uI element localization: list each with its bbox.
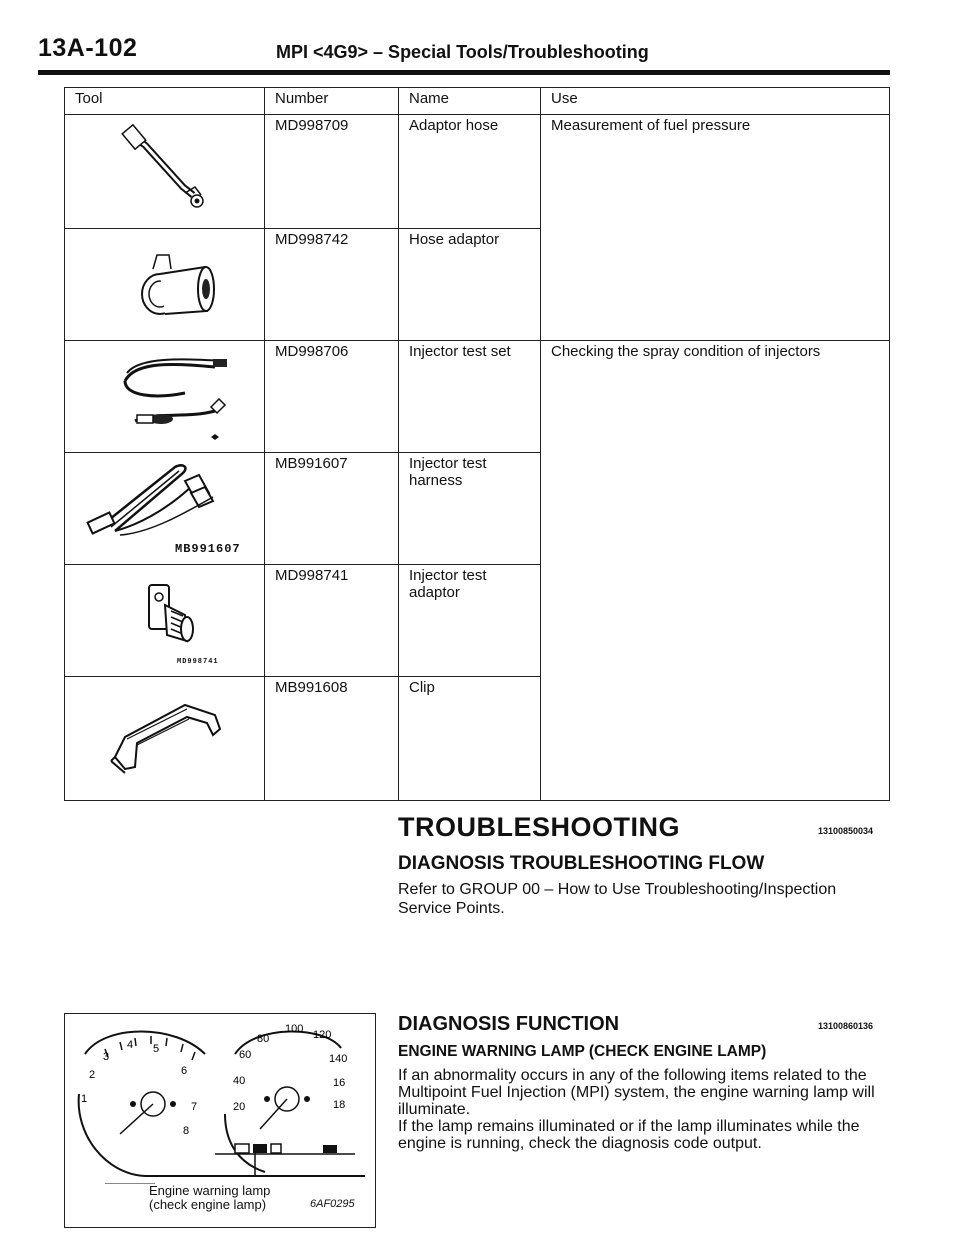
tach-number: 8 [183,1125,190,1137]
tool-image-cell [65,565,265,677]
speed-number: 100 [285,1023,304,1035]
instrument-cluster-icon [65,1014,375,1184]
hose-adaptor-icon [65,229,265,339]
tool-name: Injector test harness [399,453,541,565]
column-header-tool: Tool [65,88,265,115]
paragraph: If an abnormality occurs in any of the following items related to the Multipoint Fuel Injection (MPI) system, the engine warning lamp will illuminate. [398,1067,875,1118]
figure-caption-line-2: (check engine lamp) [149,1197,267,1212]
tool-name: Adaptor hose [399,115,541,229]
table-row [65,115,890,229]
tach-number: 5 [153,1043,160,1055]
tool-image-cell [65,453,265,565]
injector-test-adaptor-icon [65,565,265,675]
page-heading: MPI <4G9> – Special Tools/Troubleshooting [276,42,649,62]
speed-number: 140 [329,1053,348,1065]
tach-number: 3 [103,1051,110,1063]
tool-name: Hose adaptor [399,229,541,341]
tool-image-cell [65,115,265,229]
page-number: 13A-102 [38,34,138,62]
tool-name: Clip [399,677,541,801]
tach-number: 2 [89,1069,96,1081]
tach-number: 6 [181,1065,188,1077]
speed-number: 18 [333,1099,346,1111]
tool-number: MD998706 [265,341,399,453]
clip-icon [65,677,265,787]
adaptor-hose-icon [65,115,265,227]
tool-number: MD998742 [265,229,399,341]
troubleshooting-title: TROUBLESHOOTING [398,812,680,842]
tach-number: 4 [127,1039,134,1051]
tool-image-cell [65,677,265,801]
figure-caption-line-1: Engine warning lamp [149,1183,271,1198]
paragraph: If the lamp remains illuminated or if the lamp illuminates while the engine is running, check the diagnosis code output. [398,1118,860,1152]
tach-number: 1 [81,1093,88,1105]
tool-use: Checking the spray condition of injectors [541,341,890,801]
tool-number: MD998709 [265,115,399,229]
flow-heading: DIAGNOSIS TROUBLESHOOTING FLOW [398,853,765,874]
column-header-name: Name [399,88,541,115]
tool-number: MB991607 [265,453,399,565]
figure-caption [149,1184,270,1212]
table-header-row [65,88,890,115]
tool-number: MD998741 [265,565,399,677]
speed-number: 40 [233,1075,246,1087]
speed-number: 120 [313,1029,332,1041]
injector-test-set-icon [65,341,265,451]
engine-warning-lamp-figure [64,1013,376,1228]
diagnosis-function-title: DIAGNOSIS FUNCTION [398,1013,620,1035]
column-header-number: Number [265,88,399,115]
tool-image-caption: MB991607 [175,542,241,556]
column-header-use: Use [541,88,890,115]
special-tools-table [64,87,890,801]
tach-number: 7 [191,1101,198,1113]
speed-number: 16 [333,1077,346,1089]
diagnosis-function-body [398,1067,890,1152]
tool-use: Measurement of fuel pressure [541,115,890,341]
diagnosis-function-code: 13100860136 [818,1021,874,1031]
tool-image-cell [65,341,265,453]
figure-code: 6AF0295 [310,1198,355,1210]
tool-number: MB991608 [265,677,399,801]
tool-image-cell [65,229,265,341]
page-header [38,30,890,75]
tool-name: Injector test set [399,341,541,453]
speed-number: 80 [257,1033,270,1045]
tool-image-caption: MD998741 [177,658,219,666]
speed-number: 20 [233,1101,246,1113]
table-row [65,341,890,453]
troubleshooting-code: 13100850034 [818,826,874,836]
flow-body: Refer to GROUP 00 – How to Use Troubleshooting/Inspection Service Points. [398,881,837,917]
engine-warning-lamp-heading: ENGINE WARNING LAMP (CHECK ENGINE LAMP) [398,1043,767,1060]
speed-number: 60 [239,1049,252,1061]
tool-name: Injector test adaptor [399,565,541,677]
